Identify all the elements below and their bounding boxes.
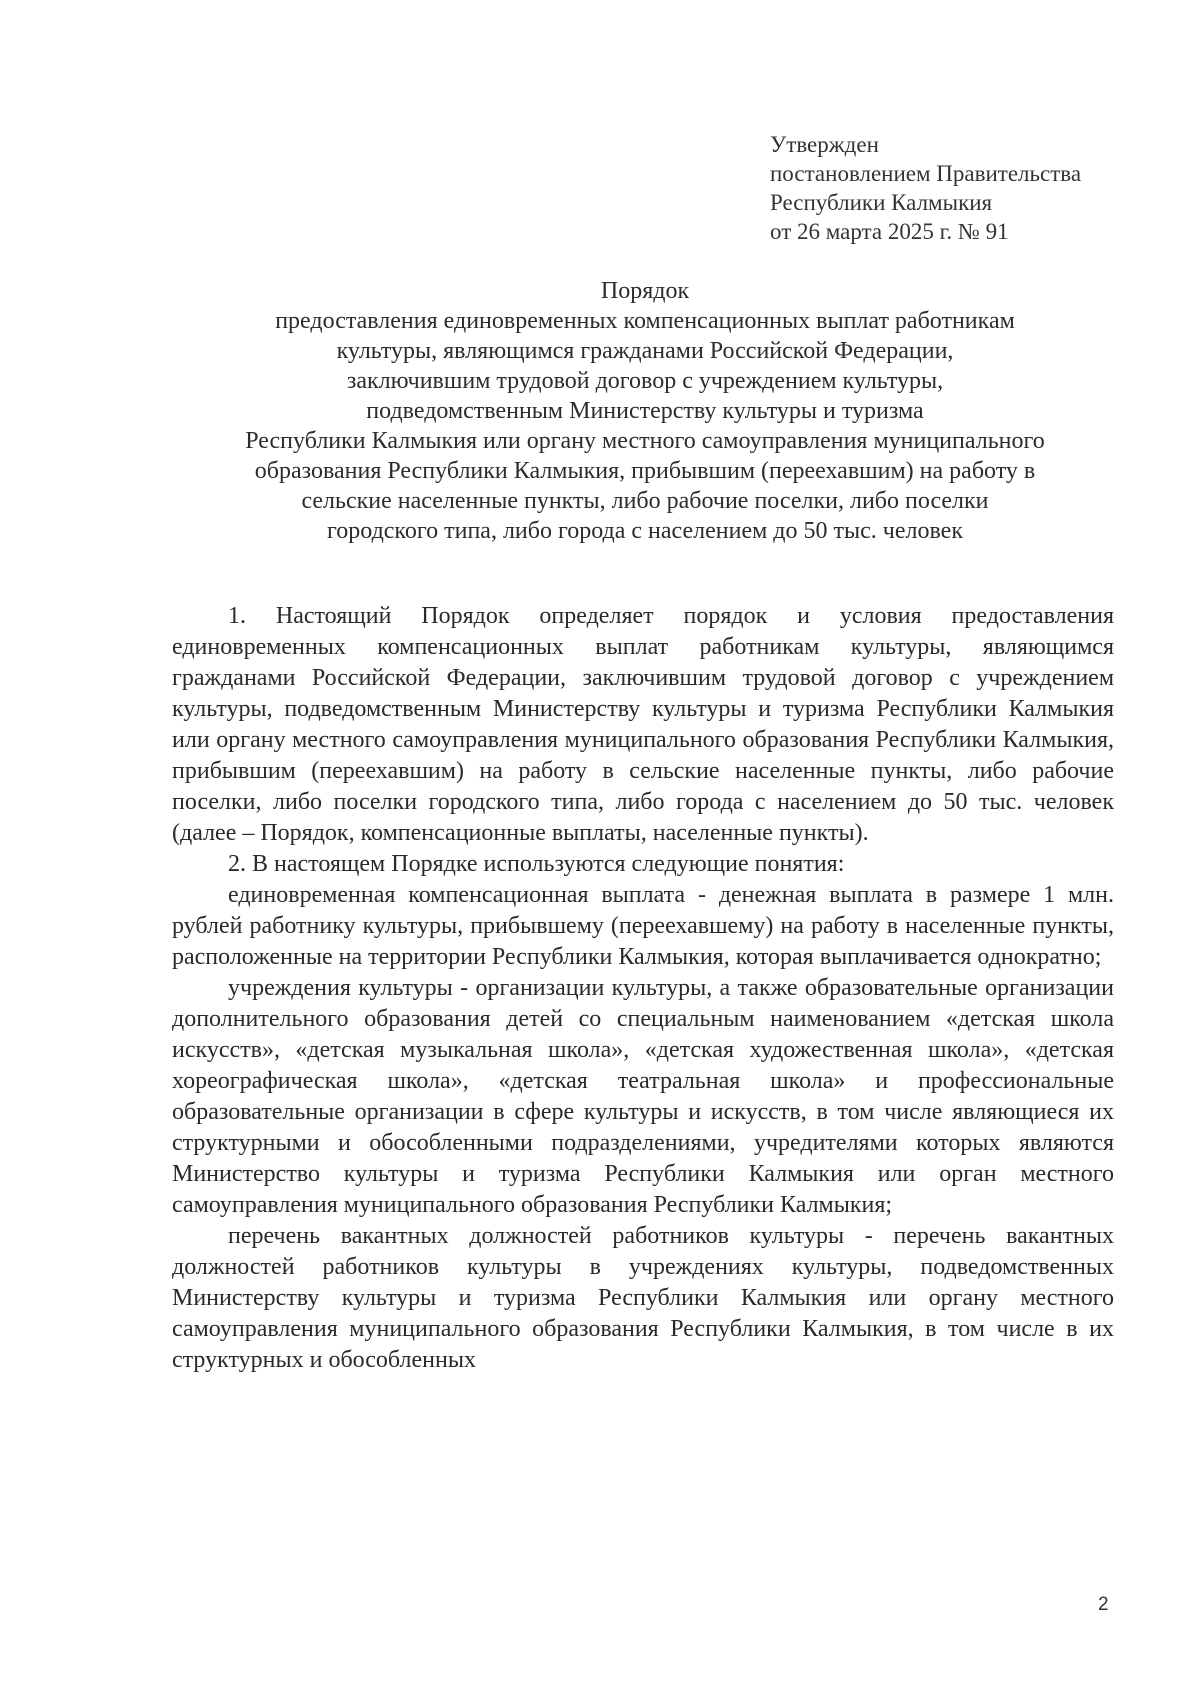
definition-compensation: единовременная компенсационная выплата - денежная выплата в размере 1 млн. рублей работнику культуры, прибывшему (переехавшему) на работу в населенные пункты, расположенные на территории Республики Калмыкия, которая выплачивается однократно; xyxy=(172,882,1114,970)
page-number: 2 xyxy=(1098,1594,1109,1615)
approval-line: Утвержден xyxy=(770,132,879,157)
approval-line: от 26 марта 2025 г. № 91 xyxy=(770,219,1009,244)
title-line: подведомственным Министерству культуры и туризма xyxy=(366,398,924,424)
approval-line: Республики Калмыкия xyxy=(770,190,993,215)
title-line: сельские населенные пункты, либо рабочие поселки, либо поселки xyxy=(301,488,989,514)
definition-vacancy-list: перечень вакантных должностей работников культуры - перечень вакантных должностей работников культуры в учреждениях культуры, подведомственных Министерству культуры и туризма Республики Калмыкия или органу местного самоуправления муниципального образования Республики Калмыкия, в том числе в их структурных и обособленных xyxy=(172,1223,1114,1373)
title-line: городского типа, либо города с населением до 50 тыс. человек xyxy=(327,518,963,544)
paragraph-1: 1. Настоящий Порядок определяет порядок и условия предоставления единовременных компенсационных выплат работникам культуры, являющимся гражданами Российской Федерации, заключившим трудовой договор с учреждением культуры, подведомственным Министерству культуры и туризма Республики Калмыкия или органу местного самоуправления муниципального образования Республики Калмыкия, прибывшим (переехавшим) на работу в сельские населенные пункты, либо рабочие поселки, либо поселки городского типа, либо города с населением до 50 тыс. человек (далее – Порядок, компенсационные выплаты, населенные пункты). xyxy=(172,603,1114,846)
definition-institutions: учреждения культуры - организации культуры, а также образовательные организации дополнительного образования детей со специальным наименованием «детская школа искусств», «детская музыкальная школа», «детская художественная школа», «детская хореографическая школа», «детская театральная школа» и профессиональные образовательные организации в сфере культуры и искусств, в том числе являющиеся их структурными и обособленными подразделениями, учредителями которых являются Министерство культуры и туризма Республики Калмыкия или орган местного самоуправления муниципального образования Республики Калмыкия; xyxy=(172,975,1114,1218)
document-body xyxy=(172,601,1114,1376)
title-line: заключившим трудовой договор с учреждением культуры, xyxy=(346,368,944,394)
title-line: предоставления единовременных компенсационных выплат работникам xyxy=(275,308,1015,334)
approval-stamp xyxy=(770,130,1081,246)
document-title xyxy=(165,276,1125,546)
title-heading: Порядок xyxy=(600,278,690,304)
approval-line: постановлением Правительства xyxy=(770,161,1082,186)
title-line: культуры, являющимся гражданами Российской Федерации, xyxy=(336,338,954,364)
title-line: образования Республики Калмыкия, прибывшим (переехавшим) на работу в xyxy=(254,458,1036,484)
title-line: Республики Калмыкия или органу местного самоуправления муниципального xyxy=(245,428,1045,454)
paragraph-2: 2. В настоящем Порядке используются следующие понятия: xyxy=(228,851,845,877)
